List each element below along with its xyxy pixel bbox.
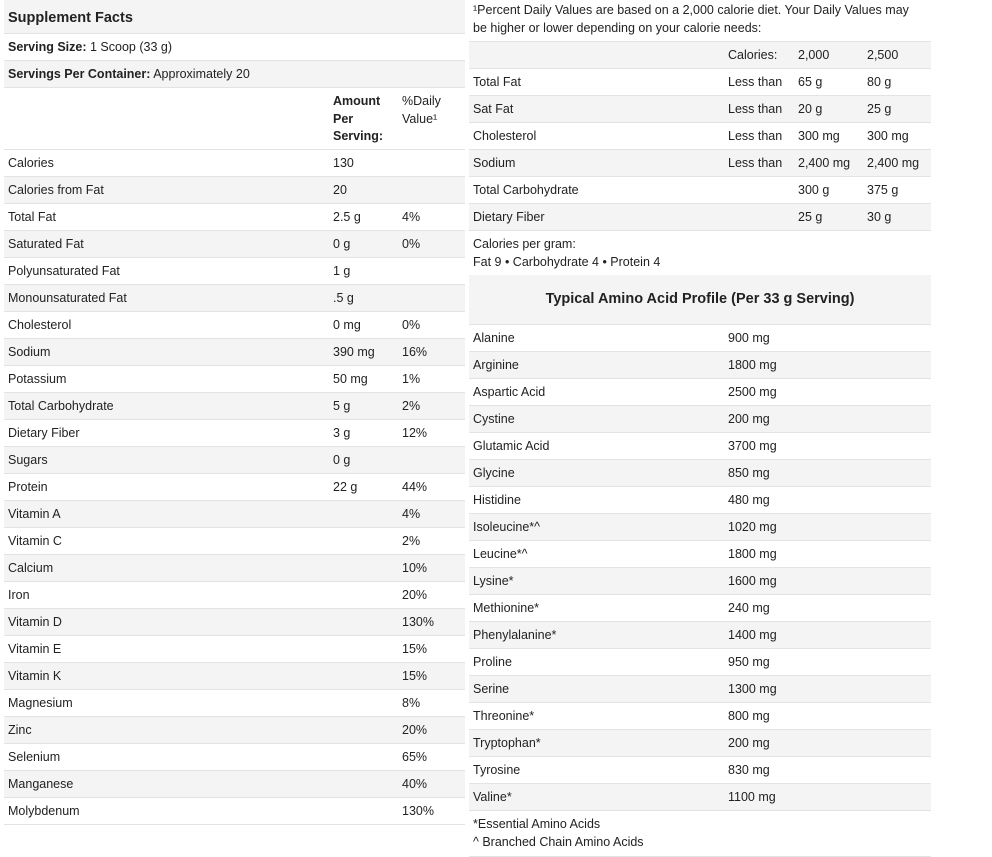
nutrient-row xyxy=(4,744,465,771)
nutrient-daily-value: 20% xyxy=(402,588,428,602)
daily-name: Total Carbohydrate xyxy=(473,183,579,197)
servings-value: Approximately 20 xyxy=(153,67,250,81)
amino-row xyxy=(469,460,931,487)
nutrient-amount: .5 g xyxy=(333,291,354,305)
amino-amount: 900 mg xyxy=(728,331,770,345)
amino-name: Alanine xyxy=(473,331,515,345)
daily-value-header: %Daily Value¹ xyxy=(402,94,441,126)
amino-amount: 480 mg xyxy=(728,493,770,507)
amino-name: Tyrosine xyxy=(473,763,521,777)
nutrient-daily-value: 130% xyxy=(402,804,434,818)
nutrient-name: Monounsaturated Fat xyxy=(8,291,127,305)
nutrient-row xyxy=(4,258,465,285)
nutrient-daily-value: 0% xyxy=(402,237,421,251)
nutrient-amount: 2.5 g xyxy=(333,210,361,224)
nutrient-name: Vitamin E xyxy=(8,642,62,656)
nutrient-row xyxy=(4,690,465,717)
servings-label: Servings Per Container: xyxy=(8,67,151,81)
nutrient-row xyxy=(4,717,465,744)
nutrient-row xyxy=(4,609,465,636)
nutrient-name: Dietary Fiber xyxy=(8,426,80,440)
amino-row xyxy=(469,406,931,433)
daily-qualifier: Less than xyxy=(728,129,783,143)
serving-size-row xyxy=(4,34,465,61)
nutrient-daily-value: 130% xyxy=(402,615,434,629)
amino-row xyxy=(469,784,931,811)
nutrient-daily-value: 16% xyxy=(402,345,428,359)
daily-value-2000: 25 g xyxy=(798,210,823,224)
nutrient-amount: 0 g xyxy=(333,453,351,467)
amount-header: Amount Per Serving: xyxy=(333,94,384,143)
amino-row xyxy=(469,730,931,757)
amino-row xyxy=(469,703,931,730)
amino-name: Leucine*^ xyxy=(473,547,528,561)
nutrient-amount: 22 g xyxy=(333,480,358,494)
daily-value-2000: 2,400 mg xyxy=(798,156,851,170)
amino-name: Methionine* xyxy=(473,601,540,615)
nutrient-row xyxy=(4,528,465,555)
amino-amount: 200 mg xyxy=(728,412,770,426)
nutrient-daily-value: 20% xyxy=(402,723,428,737)
amino-row xyxy=(469,433,931,460)
daily-name: Sat Fat xyxy=(473,102,514,116)
daily-value-2000: 20 g xyxy=(798,102,823,116)
amino-row xyxy=(469,622,931,649)
daily-value-2500: 25 g xyxy=(867,102,892,116)
nutrient-daily-value: 40% xyxy=(402,777,428,791)
amino-amount: 1600 mg xyxy=(728,574,777,588)
nutrient-name: Sugars xyxy=(8,453,48,467)
nutrient-name: Protein xyxy=(8,480,48,494)
amino-row xyxy=(469,325,931,352)
daily-value-2000: 65 g xyxy=(798,75,823,89)
nutrient-amount: 1 g xyxy=(333,264,351,278)
daily-value-2500: 375 g xyxy=(867,183,899,197)
nutrient-row xyxy=(4,285,465,312)
nutrient-row xyxy=(4,312,465,339)
amino-amount: 1800 mg xyxy=(728,358,777,372)
amino-row xyxy=(469,676,931,703)
nutrient-amount: 130 xyxy=(333,156,354,170)
daily-row xyxy=(469,150,931,177)
daily-row xyxy=(469,204,931,231)
amino-name: Threonine* xyxy=(473,709,535,723)
amino-row xyxy=(469,757,931,784)
nutrient-daily-value: 44% xyxy=(402,480,428,494)
facts-column-header xyxy=(4,88,465,150)
nutrient-amount: 0 mg xyxy=(333,318,361,332)
nutrient-name: Zinc xyxy=(8,723,32,737)
daily-value-2500: 80 g xyxy=(867,75,892,89)
amino-row xyxy=(469,595,931,622)
amino-row xyxy=(469,487,931,514)
amino-row xyxy=(469,514,931,541)
note-bcaa: ^ Branched Chain Amino Acids xyxy=(473,835,644,849)
nutrient-amount: 3 g xyxy=(333,426,351,440)
nutrient-name: Vitamin K xyxy=(8,669,62,683)
nutrient-name: Vitamin C xyxy=(8,534,62,548)
amino-row xyxy=(469,568,931,595)
nutrient-daily-value: 10% xyxy=(402,561,428,575)
nutrient-name: Calories from Fat xyxy=(8,183,104,197)
daily-row xyxy=(469,96,931,123)
amino-name: Serine xyxy=(473,682,510,696)
amino-amount: 1800 mg xyxy=(728,547,777,561)
amino-name: Proline xyxy=(473,655,512,669)
daily-value-2000: 300 g xyxy=(798,183,830,197)
nutrient-daily-value: 12% xyxy=(402,426,428,440)
nutrient-row xyxy=(4,798,465,825)
calories-2500: 2,500 xyxy=(867,48,899,62)
nutrient-name: Vitamin D xyxy=(8,615,62,629)
amino-name: Arginine xyxy=(473,358,519,372)
nutrient-name: Calories xyxy=(8,156,54,170)
amino-name: Lysine* xyxy=(473,574,514,588)
per-gram-values: Fat 9 • Carbohydrate 4 • Protein 4 xyxy=(473,255,661,269)
nutrient-row xyxy=(4,150,465,177)
amino-amount: 1020 mg xyxy=(728,520,777,534)
amino-title: Typical Amino Acid Profile (Per 33 g Serving) xyxy=(469,275,931,325)
amino-name: Cystine xyxy=(473,412,515,426)
nutrient-daily-value: 2% xyxy=(402,534,421,548)
serving-size-value: 1 Scoop (33 g) xyxy=(89,40,172,54)
nutrient-daily-value: 1% xyxy=(402,372,421,386)
amino-name: Histidine xyxy=(473,493,521,507)
nutrient-row xyxy=(4,366,465,393)
nutrient-row xyxy=(4,393,465,420)
nutrient-daily-value: 15% xyxy=(402,642,428,656)
nutrient-daily-value: 0% xyxy=(402,318,421,332)
daily-name: Sodium xyxy=(473,156,516,170)
amino-row xyxy=(469,649,931,676)
nutrient-row xyxy=(4,555,465,582)
nutrient-name: Manganese xyxy=(8,777,74,791)
nutrient-name: Selenium xyxy=(8,750,61,764)
amino-row xyxy=(469,379,931,406)
serving-size-label: Serving Size: xyxy=(8,40,87,54)
nutrient-row xyxy=(4,501,465,528)
daily-value-2500: 300 mg xyxy=(867,129,909,143)
amino-row xyxy=(469,541,931,568)
nutrient-name: Potassium xyxy=(8,372,67,386)
supplement-facts-table xyxy=(4,0,465,825)
nutrient-name: Total Carbohydrate xyxy=(8,399,114,413)
daily-qualifier: Less than xyxy=(728,75,783,89)
amino-notes xyxy=(469,811,931,857)
amino-amount: 200 mg xyxy=(728,736,770,750)
amino-amount: 1100 mg xyxy=(728,790,776,804)
daily-row xyxy=(469,177,931,204)
daily-row xyxy=(469,69,931,96)
nutrient-daily-value: 2% xyxy=(402,399,421,413)
nutrient-row xyxy=(4,231,465,258)
amino-name: Tryptophan* xyxy=(473,736,541,750)
nutrient-daily-value: 4% xyxy=(402,507,421,521)
amino-amount: 2500 mg xyxy=(728,385,777,399)
daily-value-2500: 2,400 mg xyxy=(867,156,920,170)
daily-name: Total Fat xyxy=(473,75,521,89)
calories-2000: 2,000 xyxy=(798,48,830,62)
daily-qualifier: Less than xyxy=(728,102,783,116)
amino-amount: 950 mg xyxy=(728,655,770,669)
daily-footnote: ¹Percent Daily Values are based on a 2,000 calorie diet. Your Daily Values may be higher or lower depending on your calorie needs: xyxy=(473,3,909,35)
daily-value-2500: 30 g xyxy=(867,210,892,224)
amino-rows xyxy=(469,325,931,811)
nutrient-amount: 20 xyxy=(333,183,347,197)
nutrient-name: Vitamin A xyxy=(8,507,61,521)
amino-name: Valine* xyxy=(473,790,512,804)
nutrient-amount: 50 mg xyxy=(333,372,368,386)
facts-title: Supplement Facts xyxy=(8,10,133,26)
daily-values-panel xyxy=(469,0,931,857)
daily-qualifier: Less than xyxy=(728,156,783,170)
daily-row xyxy=(469,123,931,150)
daily-footnote-box xyxy=(469,0,931,42)
nutrient-row xyxy=(4,663,465,690)
nutrient-name: Sodium xyxy=(8,345,51,359)
nutrient-row xyxy=(4,636,465,663)
nutrient-row xyxy=(4,474,465,501)
amino-amount: 1400 mg xyxy=(728,628,777,642)
servings-row xyxy=(4,61,465,88)
calories-label: Calories: xyxy=(728,48,778,62)
nutrient-row xyxy=(4,582,465,609)
nutrient-name: Saturated Fat xyxy=(8,237,84,251)
nutrient-row xyxy=(4,339,465,366)
nutrient-daily-value: 8% xyxy=(402,696,421,710)
per-gram-box xyxy=(469,231,931,275)
amino-amount: 1300 mg xyxy=(728,682,777,696)
nutrient-name: Magnesium xyxy=(8,696,73,710)
amino-amount: 830 mg xyxy=(728,763,770,777)
nutrient-row xyxy=(4,177,465,204)
amino-name: Glutamic Acid xyxy=(473,439,550,453)
nutrient-daily-value: 4% xyxy=(402,210,421,224)
nutrient-amount: 5 g xyxy=(333,399,351,413)
nutrient-row xyxy=(4,447,465,474)
amino-name: Isoleucine*^ xyxy=(473,520,541,534)
nutrient-name: Total Fat xyxy=(8,210,56,224)
facts-rows xyxy=(4,150,465,825)
amino-amount: 240 mg xyxy=(728,601,770,615)
amino-amount: 3700 mg xyxy=(728,439,777,453)
facts-title-row xyxy=(4,0,465,34)
daily-rows xyxy=(469,69,931,231)
amino-name: Aspartic Acid xyxy=(473,385,546,399)
amino-name: Phenylalanine* xyxy=(473,628,557,642)
nutrient-name: Iron xyxy=(8,588,30,602)
daily-name: Cholesterol xyxy=(473,129,537,143)
daily-value-2000: 300 mg xyxy=(798,129,840,143)
nutrient-daily-value: 65% xyxy=(402,750,428,764)
per-gram-title: Calories per gram: xyxy=(473,237,576,251)
nutrient-name: Molybdenum xyxy=(8,804,80,818)
nutrient-daily-value: 15% xyxy=(402,669,428,683)
calories-header-row xyxy=(469,42,931,69)
nutrient-name: Polyunsaturated Fat xyxy=(8,264,120,278)
amino-amount: 800 mg xyxy=(728,709,770,723)
amino-name: Glycine xyxy=(473,466,515,480)
daily-name: Dietary Fiber xyxy=(473,210,545,224)
nutrient-row xyxy=(4,204,465,231)
amino-amount: 850 mg xyxy=(728,466,770,480)
note-essential: *Essential Amino Acids xyxy=(473,817,601,831)
nutrient-row xyxy=(4,420,465,447)
nutrient-name: Calcium xyxy=(8,561,54,575)
nutrient-amount: 0 g xyxy=(333,237,351,251)
nutrient-row xyxy=(4,771,465,798)
nutrient-amount: 390 mg xyxy=(333,345,375,359)
amino-row xyxy=(469,352,931,379)
nutrient-name: Cholesterol xyxy=(8,318,72,332)
